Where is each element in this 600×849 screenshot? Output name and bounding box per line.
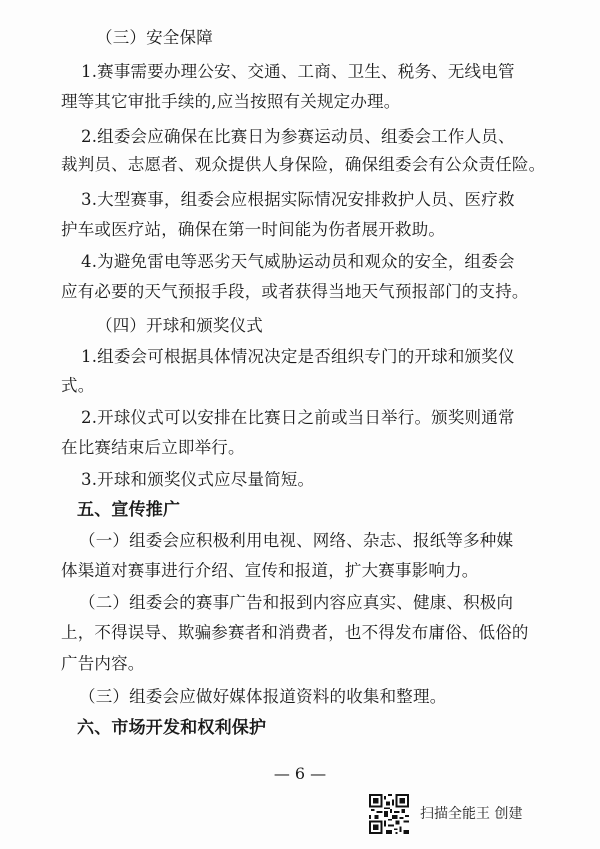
subsection-heading-safety: （三）安全保障 <box>96 28 213 47</box>
paragraph-line: 体渠道对赛事进行介绍、宣传和报道，扩大赛事影响力。 <box>61 561 479 580</box>
paragraph-line: 3.大型赛事，组委会应根据实际情况安排救护人员、医疗救 <box>81 190 515 209</box>
qr-code-icon <box>369 794 409 834</box>
section-heading-promotion: 五、宣传推广 <box>77 500 181 520</box>
paragraph-line: （一）组委会应积极利用电视、网络、杂志、报纸等多种媒 <box>79 531 514 550</box>
section-heading-market: 六、市场开发和权利保护 <box>77 718 267 738</box>
paragraph-line: 在比赛结束后立即举行。 <box>61 438 245 457</box>
paragraph-line: 1.组委会可根据具体情况决定是否组织专门的开球和颁奖仪 <box>81 347 515 366</box>
paragraph-line: 护车或医疗站，确保在第一时间能为伤者展开救助。 <box>61 220 446 239</box>
paragraph-line: 应有必要的天气预报手段，或者获得当地天气预报部门的支持。 <box>61 282 529 301</box>
subsection-heading-ceremony: （四）开球和颁奖仪式 <box>96 316 263 335</box>
paragraph-line: 上，不得误导、欺骗参赛者和消费者，也不得发布庸俗、低俗的 <box>61 623 529 642</box>
page-number: — 6 — <box>273 764 327 783</box>
paragraph-line: 裁判员、志愿者、观众提供人身保险，确保组委会有公众责任险。 <box>61 155 546 174</box>
paragraph-line: 3.开球和颁奖仪式应尽量简短。 <box>81 470 315 489</box>
paragraph-line: 广告内容。 <box>61 654 145 673</box>
paragraph-line: 2.组委会应确保在比赛日为参赛运动员、组委会工作人员、 <box>81 127 515 146</box>
paragraph-line: （三）组委会应做好媒体报道资料的收集和整理。 <box>79 687 447 706</box>
paragraph-line: 4.为避免雷电等恶劣天气威胁运动员和观众的安全，组委会 <box>81 252 515 271</box>
scanner-watermark: 扫描全能王 创建 <box>420 806 523 822</box>
paragraph-line: 2.开球仪式可以安排在比赛日之前或当日举行。颁奖则通常 <box>81 408 515 427</box>
paragraph-line: 式。 <box>61 376 95 395</box>
paragraph-line: 理等其它审批手续的,应当按照有关规定办理。 <box>61 92 401 111</box>
paragraph-line: （二）组委会的赛事广告和报到内容应真实、健康、积极向 <box>79 593 514 612</box>
paragraph-line: 1.赛事需要办理公安、交通、工商、卫生、税务、无线电管 <box>81 62 515 81</box>
